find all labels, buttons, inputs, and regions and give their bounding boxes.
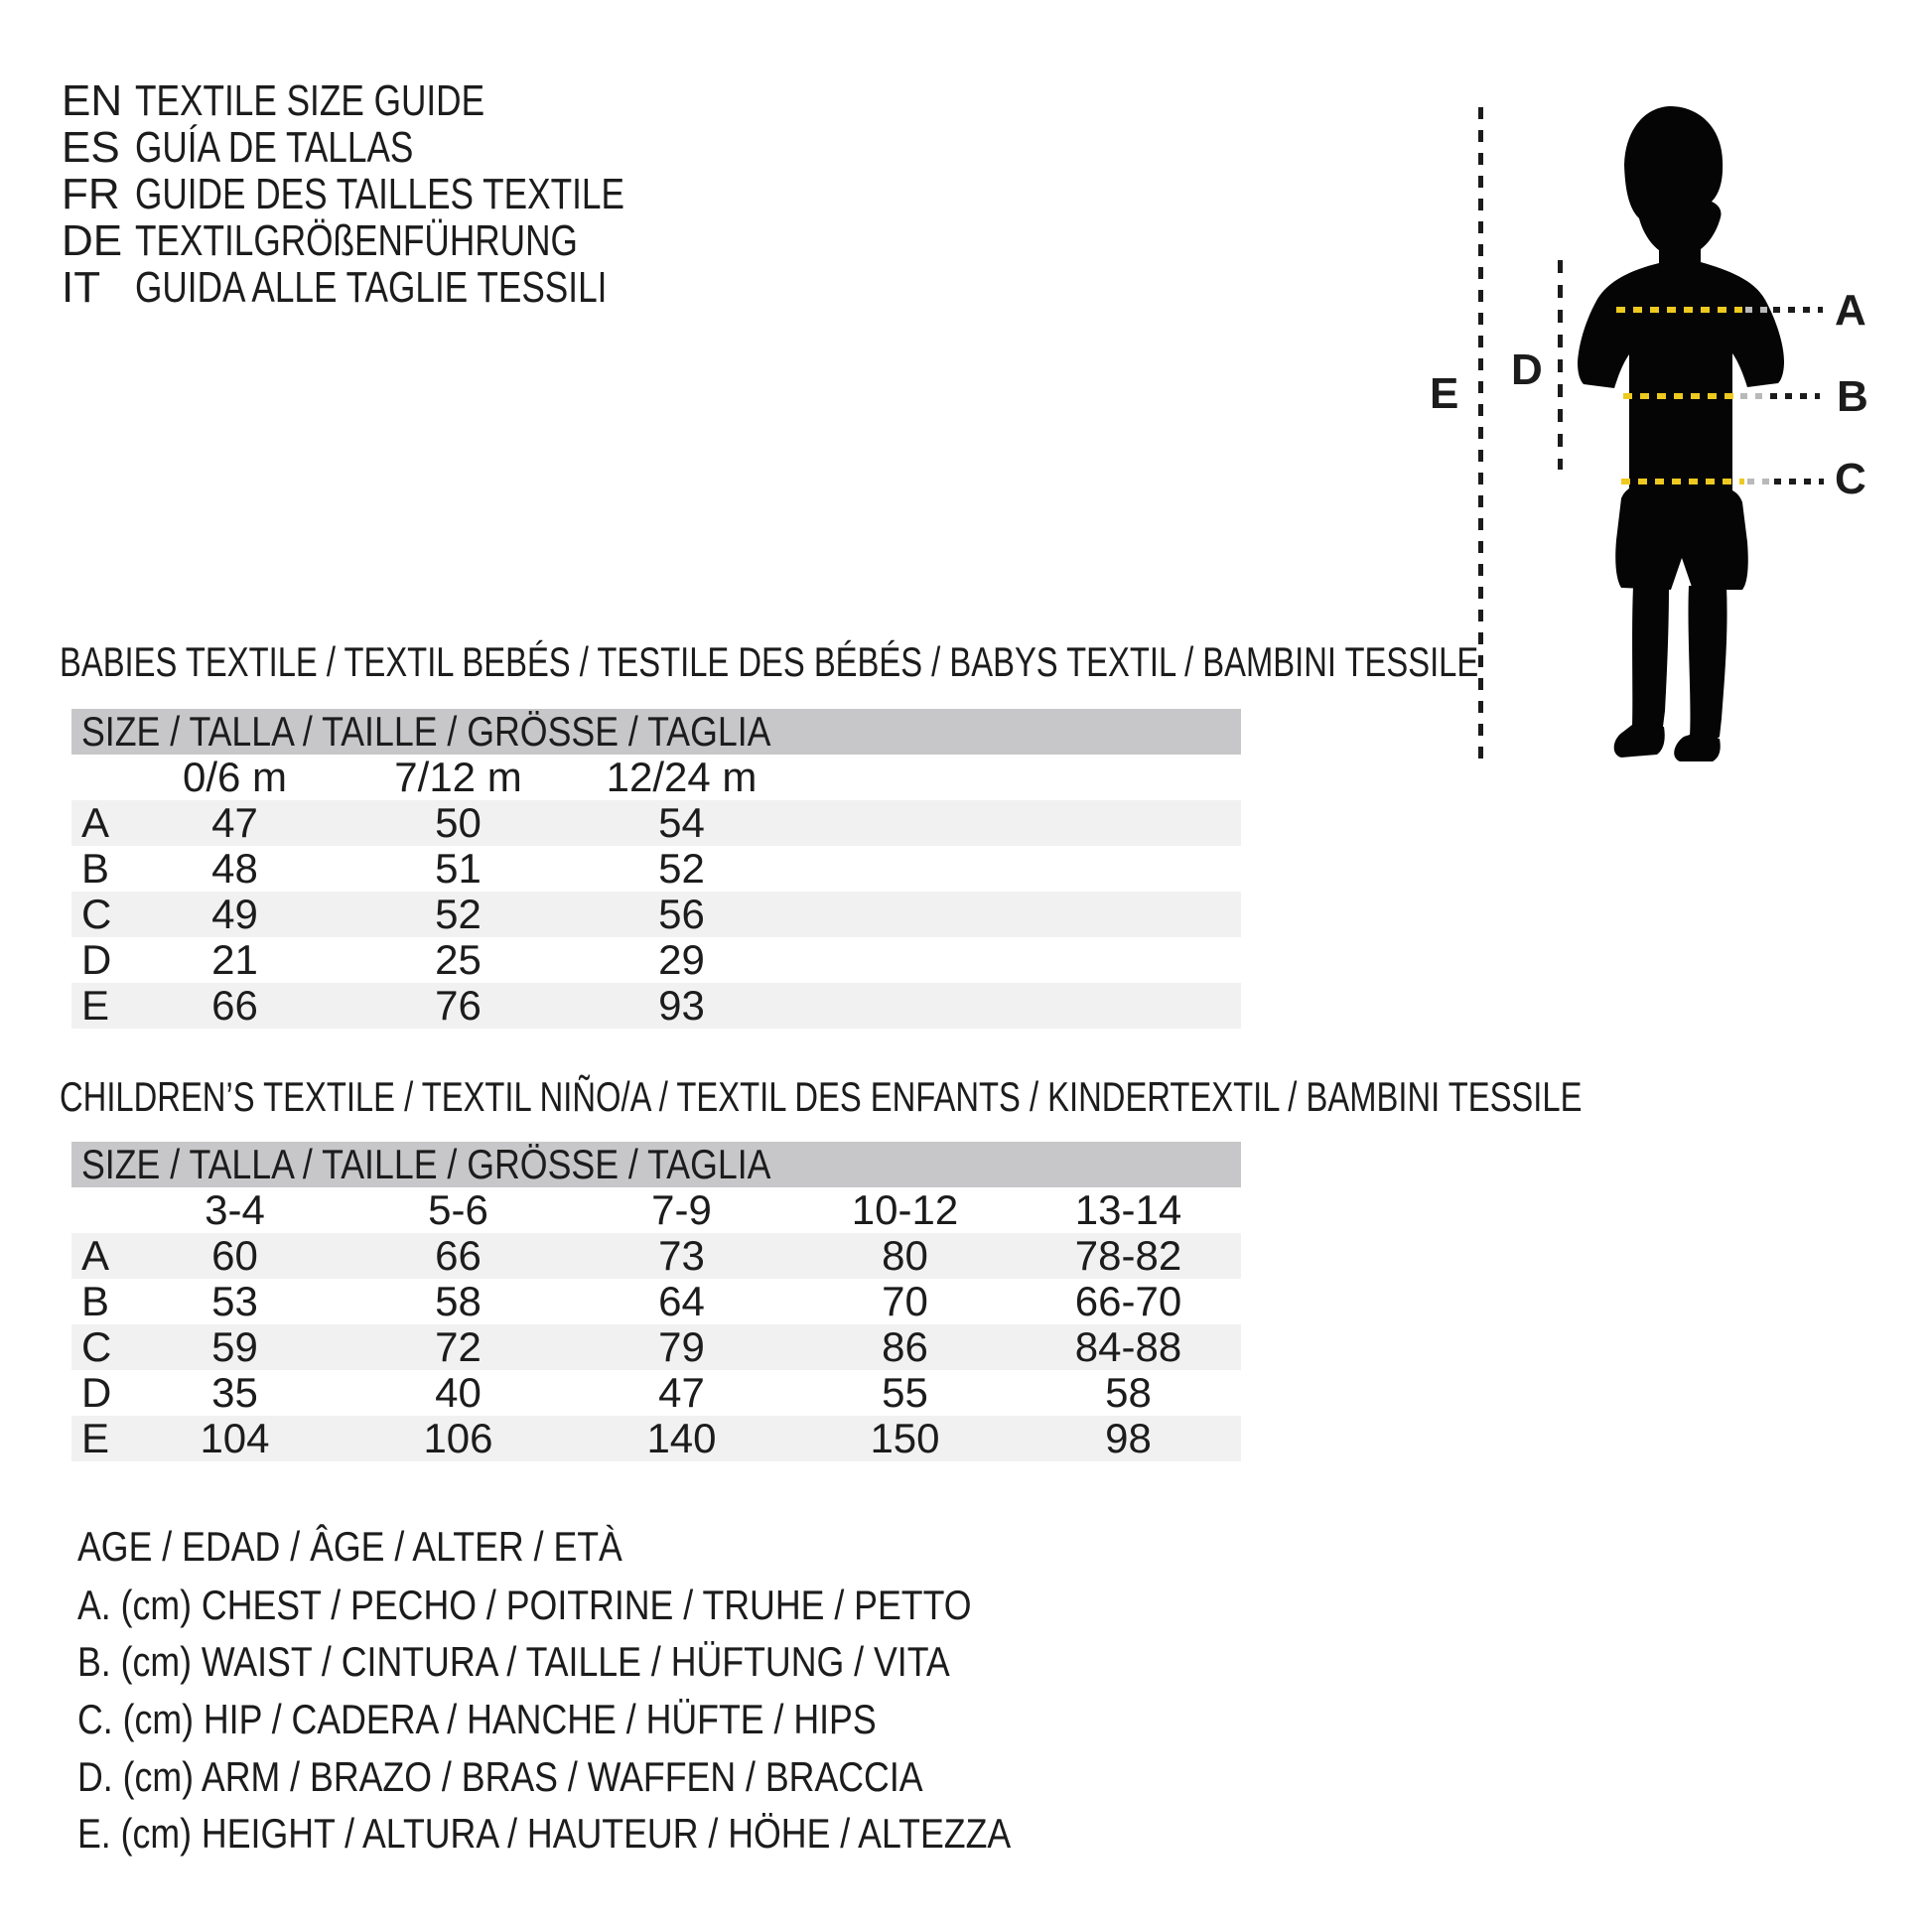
language-code: FR xyxy=(62,170,120,218)
table-row: B 53 58 64 70 66-70 xyxy=(81,1278,1182,1324)
children-col-header: 7-9 xyxy=(651,1186,712,1233)
measure-label-c: C xyxy=(1835,455,1866,503)
guide-title-fr: GUIDE DES TAILLES TEXTILE xyxy=(135,170,624,218)
babies-col-header: 0/6 m xyxy=(182,754,288,800)
chest-measure-line-fade xyxy=(1745,307,1769,313)
legend-chest: A. (cm) CHEST / PECHO / POITRINE / TRUHE / PETTO xyxy=(77,1582,972,1628)
table-row: A 60 66 73 80 78-82 xyxy=(71,1233,1241,1279)
legend-height: E. (cm) HEIGHT / ALTURA / HAUTEUR / HÖHE / ALTEZZA xyxy=(77,1810,1012,1857)
children-size-header-bar: SIZE / TALLA / TAILLE / GRÖSSE / TAGLIA xyxy=(71,1142,1241,1187)
children-section-title: CHILDREN’S TEXTILE / TEXTIL NIÑO/A / TEXTIL DES ENFANTS / KINDERTEXTIL / BAMBINI TESSILE xyxy=(60,1073,1583,1120)
table-row: D 35 40 47 55 58 xyxy=(81,1369,1152,1416)
legend-arm: D. (cm) ARM / BRAZO / BRAS / WAFFEN / BRACCIA xyxy=(77,1753,923,1800)
arm-measure-dashed-line xyxy=(1558,260,1563,470)
table-row: A 47 50 54 xyxy=(71,800,1241,846)
children-col-header: 13-14 xyxy=(1074,1186,1182,1233)
babies-size-header-bar: SIZE / TALLA / TAILLE / GRÖSSE / TAGLIA xyxy=(71,709,1241,755)
table-row: C 59 72 79 86 84-88 xyxy=(71,1324,1241,1370)
guide-title-en: TEXTILE SIZE GUIDE xyxy=(135,76,485,125)
chest-measure-line xyxy=(1616,307,1742,313)
legend-waist: B. (cm) WAIST / CINTURA / TAILLE / HÜFTUNG / VITA xyxy=(77,1638,950,1685)
waist-measure-leader xyxy=(1770,393,1820,399)
table-row: D 21 25 29 xyxy=(81,936,705,983)
children-size-table xyxy=(71,1142,1241,1461)
table-row: C 49 52 56 xyxy=(71,892,1241,937)
hip-measure-line-fade xyxy=(1747,479,1771,484)
legend-hip: C. (cm) HIP / CADERA / HANCHE / HÜFTE / HIPS xyxy=(77,1696,877,1742)
waist-measure-line-fade xyxy=(1740,393,1764,399)
table-row: B 48 51 52 xyxy=(81,845,705,892)
table-row: E 104 106 140 150 98 xyxy=(71,1416,1241,1461)
hip-measure-leader xyxy=(1774,479,1824,484)
guide-title-de: TEXTILGRÖßENFÜHRUNG xyxy=(135,216,578,265)
babies-size-table xyxy=(71,709,1241,1029)
measure-label-a: A xyxy=(1835,286,1866,335)
children-col-header: 3-4 xyxy=(205,1186,265,1233)
hip-measure-line xyxy=(1621,479,1744,484)
babies-col-header: 12/24 m xyxy=(606,754,758,800)
measure-label-b: B xyxy=(1837,372,1868,421)
chest-measure-leader xyxy=(1773,307,1823,313)
babies-section-title: BABIES TEXTILE / TEXTIL BEBÉS / TESTILE DES BÉBÉS / BABYS TEXTIL / BAMBINI TESSILE xyxy=(60,638,1479,685)
table-row: E 66 76 93 xyxy=(71,983,1241,1029)
guide-title-es: GUÍA DE TALLAS xyxy=(135,123,414,172)
babies-col-header: 7/12 m xyxy=(394,754,522,800)
children-col-header: 5-6 xyxy=(428,1186,488,1233)
language-code: IT xyxy=(62,263,101,312)
measure-label-d: D xyxy=(1511,345,1543,394)
language-code: DE xyxy=(62,216,123,265)
waist-measure-line xyxy=(1623,393,1737,399)
legend-age: AGE / EDAD / ÂGE / ALTER / ETÀ xyxy=(77,1523,622,1570)
language-code: EN xyxy=(62,76,123,125)
guide-title-it: GUIDA ALLE TAGLIE TESSILI xyxy=(135,263,608,312)
children-column-header-row xyxy=(71,1187,1241,1233)
measure-label-e: E xyxy=(1430,369,1459,418)
language-code: ES xyxy=(62,123,120,172)
children-col-header: 10-12 xyxy=(851,1186,959,1233)
babies-column-header-row xyxy=(71,755,1241,800)
